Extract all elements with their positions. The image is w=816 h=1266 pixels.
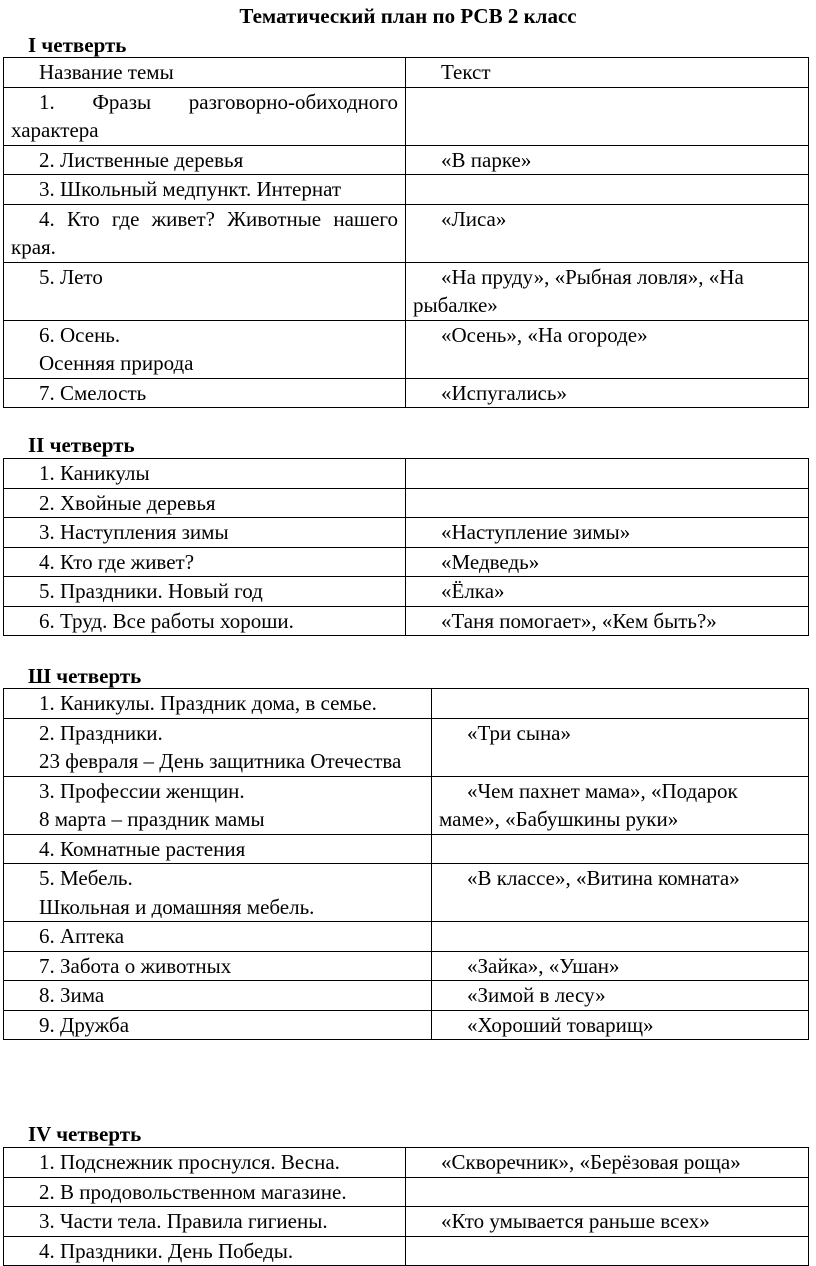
table-row xyxy=(4,689,809,719)
topic-cell xyxy=(4,718,432,776)
topic-cell xyxy=(4,1010,432,1040)
topic-text: 2. Хвойные деревья xyxy=(39,490,216,515)
topic-text: 6. Аптека xyxy=(39,924,125,948)
reading-text: «Три сына» xyxy=(467,720,572,745)
table-row xyxy=(4,776,809,834)
topic-cell xyxy=(4,87,406,145)
topic-cell xyxy=(4,262,406,320)
reading-text: «Испугались» xyxy=(441,380,567,405)
reading-text: Текст xyxy=(441,60,491,84)
text-cell xyxy=(406,175,809,205)
topic-text: 8. Зима xyxy=(39,983,105,1007)
text-cell xyxy=(406,488,809,518)
topic-cell xyxy=(4,1148,406,1178)
topic-cell xyxy=(4,204,406,262)
topic-text: 1. Каникулы xyxy=(39,461,150,485)
topic-text: 7. Смелость xyxy=(39,380,147,405)
reading-text: «Осень», «На огороде» xyxy=(441,322,648,347)
topic-text: 2. В продовольственном магазине. xyxy=(39,1179,347,1204)
table-row xyxy=(4,1177,809,1207)
topic-cell xyxy=(4,1236,406,1266)
text-cell xyxy=(406,459,809,489)
table-row xyxy=(4,547,809,577)
topic-text: 6. Осень. Осенняя природа xyxy=(39,322,194,375)
reading-text: «В классе», «Витина комната» xyxy=(467,866,740,890)
text-cell xyxy=(432,776,809,834)
topic-cell xyxy=(4,58,406,88)
topic-text: 1. Подснежник проснулся. Весна. xyxy=(39,1150,340,1174)
table-row xyxy=(4,1010,809,1040)
quarter-4-heading: IV четверть xyxy=(28,1122,142,1146)
table-row xyxy=(4,981,809,1011)
page-title: Тематический план по РСВ 2 класс xyxy=(239,4,577,28)
text-cell xyxy=(406,204,809,262)
table-row xyxy=(4,262,809,320)
topic-text: 3. Наступления зимы xyxy=(39,520,229,544)
topic-text: 2. Праздники. 23 февраля – День защитника Отечества xyxy=(39,720,402,773)
topic-text: 5. Мебель. Школьная и домашняя мебель. xyxy=(39,866,315,919)
text-cell xyxy=(406,378,809,408)
reading-text: «Скворечник», «Берёзовая роща» xyxy=(441,1150,741,1174)
reading-text: «Лиса» xyxy=(441,206,507,231)
topic-cell xyxy=(4,1177,406,1207)
reading-text: «Зимой в лесу» xyxy=(467,983,606,1007)
topic-cell xyxy=(4,951,432,981)
reading-text: «Хороший товарищ» xyxy=(467,1012,654,1037)
quarter-4-table xyxy=(3,1147,809,1266)
text-cell xyxy=(406,87,809,145)
topic-cell xyxy=(4,518,406,548)
reading-text: «На пруду», «Рыбная ловля», «На рыбалке» xyxy=(413,264,744,317)
topic-text: 3. Профессии женщин. 8 марта – праздник мамы xyxy=(39,778,265,831)
topic-text: 1. Каникулы. Праздник дома, в семье. xyxy=(39,691,377,715)
text-cell xyxy=(406,577,809,607)
text-cell xyxy=(432,718,809,776)
topic-text: 2. Лиственные деревья xyxy=(39,147,244,172)
table-row xyxy=(4,175,809,205)
text-cell xyxy=(432,689,809,719)
text-cell xyxy=(432,981,809,1011)
reading-text: «Кто умывается раньше всех» xyxy=(441,1209,710,1233)
text-cell xyxy=(406,1177,809,1207)
topic-text: 1. Фразы разговорно-обиходного характера xyxy=(11,89,398,142)
reading-text: «Медведь» xyxy=(441,549,540,574)
topic-cell xyxy=(4,175,406,205)
topic-cell xyxy=(4,864,432,922)
table-row xyxy=(4,518,809,548)
text-cell xyxy=(406,145,809,175)
quarter-3-table xyxy=(3,688,809,1040)
table-row xyxy=(4,459,809,489)
table-row xyxy=(4,87,809,145)
topic-text: 4. Кто где живет? xyxy=(39,549,195,574)
topic-cell xyxy=(4,577,406,607)
text-cell xyxy=(406,1148,809,1178)
reading-text: «Наступление зимы» xyxy=(441,520,631,544)
table-row xyxy=(4,1148,809,1178)
text-cell xyxy=(432,922,809,952)
text-cell xyxy=(406,1236,809,1266)
quarter-1-table xyxy=(3,57,809,408)
text-cell xyxy=(406,320,809,378)
quarter-1-heading: I четверть xyxy=(28,33,127,57)
table-row xyxy=(4,204,809,262)
table-row xyxy=(4,488,809,518)
topic-text: 6. Труд. Все работы хороши. xyxy=(39,608,294,633)
topic-text: 5. Лето xyxy=(39,264,103,289)
reading-text: «Зайка», «Ушан» xyxy=(467,953,620,978)
quarter-2-table xyxy=(3,458,809,636)
text-cell xyxy=(432,864,809,922)
topic-text: 4. Кто где живет? Животные нашего края. xyxy=(11,206,398,259)
topic-cell xyxy=(4,922,432,952)
table-row xyxy=(4,1207,809,1237)
table-row xyxy=(4,951,809,981)
text-cell xyxy=(406,606,809,636)
table-row xyxy=(4,58,809,88)
table-row xyxy=(4,718,809,776)
topic-cell xyxy=(4,689,432,719)
text-cell xyxy=(432,1010,809,1040)
text-cell xyxy=(406,262,809,320)
table-row xyxy=(4,1236,809,1266)
text-cell xyxy=(406,547,809,577)
topic-cell xyxy=(4,981,432,1011)
text-cell xyxy=(406,58,809,88)
table-row xyxy=(4,864,809,922)
topic-text: 7. Забота о животных xyxy=(39,953,232,978)
quarter-3-heading: Ш четверть xyxy=(28,664,142,688)
quarter-2-heading: II четверть xyxy=(28,433,135,457)
table-row xyxy=(4,145,809,175)
reading-text: «Ёлка» xyxy=(441,579,505,603)
table-row xyxy=(4,577,809,607)
text-cell xyxy=(406,518,809,548)
topic-cell xyxy=(4,1207,406,1237)
reading-text: «В парке» xyxy=(441,147,532,172)
topic-text: 4. Праздники. День Победы. xyxy=(39,1238,294,1263)
topic-text: 3. Школьный медпункт. Интернат xyxy=(39,177,342,201)
topic-cell xyxy=(4,776,432,834)
table-row xyxy=(4,922,809,952)
topic-text: 9. Дружба xyxy=(39,1012,130,1037)
topic-cell xyxy=(4,145,406,175)
topic-cell xyxy=(4,606,406,636)
reading-text: «Таня помогает», «Кем быть?» xyxy=(441,608,717,633)
topic-text: Название темы xyxy=(39,60,174,84)
topic-text: 4. Комнатные растения xyxy=(39,836,246,861)
table-row xyxy=(4,606,809,636)
topic-text: 5. Праздники. Новый год xyxy=(39,579,263,603)
text-cell xyxy=(432,951,809,981)
topic-cell xyxy=(4,459,406,489)
table-row xyxy=(4,834,809,864)
reading-text: «Чем пахнет мама», «Подарок маме», «Бабушкины руки» xyxy=(439,778,738,831)
topic-cell xyxy=(4,834,432,864)
topic-cell xyxy=(4,547,406,577)
text-cell xyxy=(406,1207,809,1237)
topic-text: 3. Части тела. Правила гигиены. xyxy=(39,1209,328,1233)
table-row xyxy=(4,378,809,408)
text-cell xyxy=(432,834,809,864)
topic-cell xyxy=(4,488,406,518)
table-row xyxy=(4,320,809,378)
topic-cell xyxy=(4,320,406,378)
topic-cell xyxy=(4,378,406,408)
